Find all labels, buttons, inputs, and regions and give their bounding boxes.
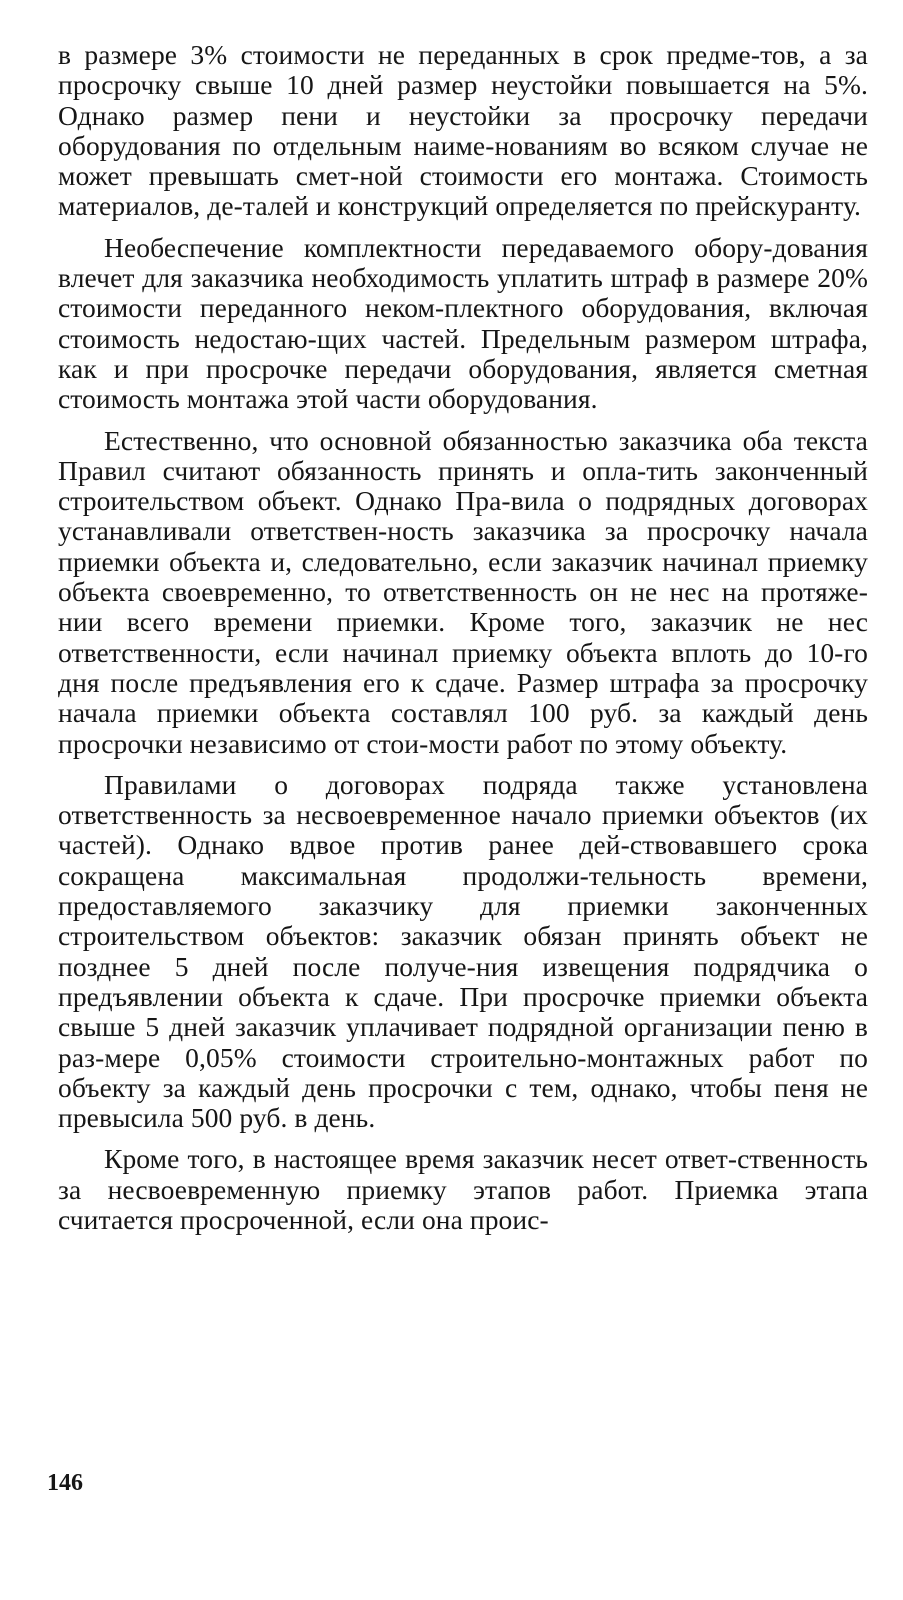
paragraph: Необеспечение комплектности передаваемого обору-​дования влечет для заказчика необходимость уплатить штраф в размере 20% стоимости переданного неком-​плектного оборудования, включая стоимость недостаю-​щих частей. Предельным размером штрафа, как и при просрочке передачи оборудования, является сметная стоимость монтажа этой части оборудования. bbox=[58, 231, 868, 415]
page-number: 146 bbox=[47, 1470, 83, 1496]
paragraph: Правилами о договорах подряда также установлена ответственность за несвоевременное начало приемки объектов (их частей). Однако вдвое против ранее дей-​ствовавшего срока сокращена максимальная продолжи-​тельность времени, предоставляемого заказчику для приемки законченных строительством объектов: заказчик обязан принять объект не позднее 5 дней после получе-​ния извещения подрядчика о предъявлении объекта к сдаче. При просрочке приемки объекта свыше 5 дней заказчик уплачивает подрядной организации пеню в раз-​мере 0,05% стоимости строительно-монтажных работ по объекту за каждый день просрочки с тем, однако, чтобы пеня не превысила 500 руб. в день. bbox=[58, 768, 868, 1134]
paragraph: Естественно, что основной обязанностью заказчика оба текста Правил считают обязанность принять и опла-​тить законченный строительством объект. Однако Пра-​вила о подрядных договорах устанавливали ответствен-​ность заказчика за просрочку начала приемки объекта и, следовательно, если заказчик начинал приемку объекта своевременно, то ответственность он не нес на протяже-​нии всего времени приемки. Кроме того, заказчик не нес ответственности, если начинал приемку объекта вплоть до 10-го дня после предъявления его к сдаче. Размер штрафа за просрочку начала приемки объекта составлял 100 руб. за каждый день просрочки независимо от стои-​мости работ по этому объекту. bbox=[58, 424, 868, 759]
paragraph: Кроме того, в настоящее время заказчик несет ответ-​ственность за несвоевременную приемку этапов работ. Приемка этапа считается просроченной, если она проис- bbox=[58, 1143, 868, 1235]
paragraph: в размере 3% стоимости не переданных в срок предме-​тов, а за просрочку свыше 10 дней размер неустойки повышается на 5%. Однако размер пени и неустойки за просрочку передачи оборудования по отдельным наиме-​нованиям во всяком случае не может превышать смет-​ной стоимости его монтажа. Стоимость материалов, де-​талей и конструкций определяется по прейскуранту. bbox=[58, 39, 868, 222]
page-body bbox=[58, 40, 868, 1246]
